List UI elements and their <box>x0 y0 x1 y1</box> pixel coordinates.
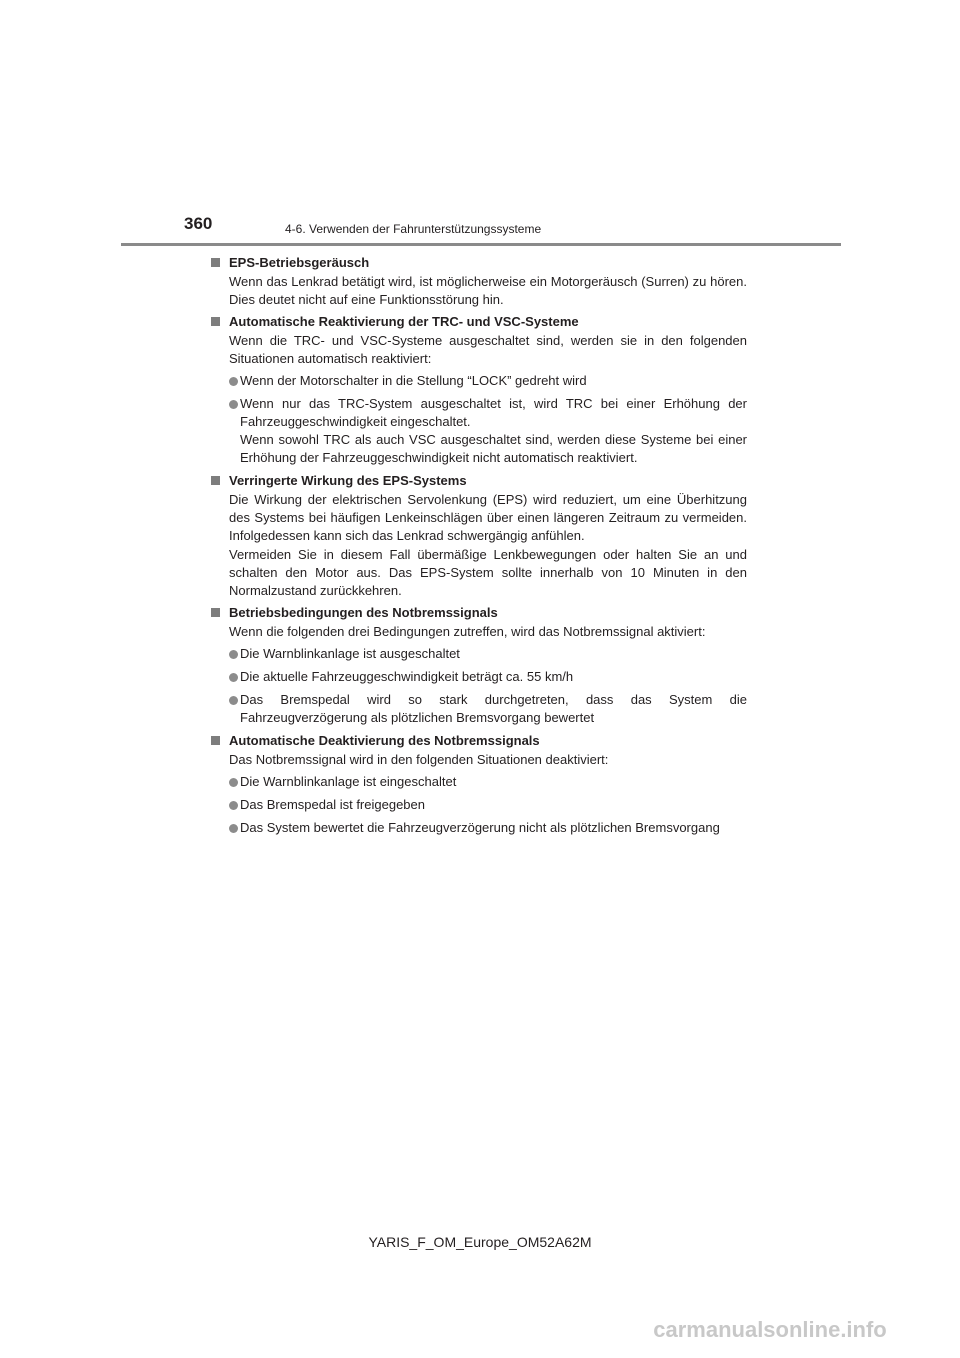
bullet-dot-icon <box>229 650 238 659</box>
list-item <box>229 691 747 727</box>
list-item <box>229 796 747 814</box>
list-item-text: Wenn nur das TRC-System ausgeschaltet ist, wird TRC bei einer Erhöhung der Fahrzeuggeschwindigkeit eingeschaltet. <box>240 396 747 429</box>
list-item <box>229 819 747 837</box>
watermark-logo <box>620 1316 920 1346</box>
svg-text:carmanualsonline.info: carmanualsonline.info <box>653 1317 887 1342</box>
paragraph: Das Notbremssignal wird in den folgenden Situationen deaktiviert: <box>229 752 609 767</box>
bullet-dot-icon <box>229 400 238 409</box>
section-square-icon <box>211 608 220 617</box>
paragraph: Wenn das Lenkrad betätigt wird, ist möglicherweise ein Motorgeräusch (Surren) zu hören. Dies deutet nicht auf eine Funktionsstörung hin. <box>229 274 747 307</box>
bullet-dot-icon <box>229 824 238 833</box>
section-emergency-brake-conditions <box>211 604 747 727</box>
section-title: EPS-Betriebsgeräusch <box>229 255 370 270</box>
bullet-dot-icon <box>229 801 238 810</box>
section-emergency-brake-deactivation <box>211 732 747 837</box>
chapter-title: 4-6. Verwenden der Fahrunterstützungssysteme <box>285 222 542 236</box>
bullet-dot-icon <box>229 377 238 386</box>
section-eps-reduced <box>211 472 747 600</box>
section-eps-noise <box>211 254 747 309</box>
list-item-text: Das System bewertet die Fahrzeugverzögerung nicht als plötzlichen Bremsvorgang <box>240 820 720 835</box>
list-item-text: Die Warnblinkanlage ist ausgeschaltet <box>240 646 460 661</box>
bullet-dot-icon <box>229 673 238 682</box>
page-header <box>184 214 824 244</box>
section-title: Betriebsbedingungen des Notbremssignals <box>229 605 498 620</box>
section-square-icon <box>211 317 220 326</box>
paragraph: Wenn die folgenden drei Bedingungen zutreffen, wird das Notbremssignal aktiviert: <box>229 624 706 639</box>
section-trc-vsc-reactivation <box>211 313 747 467</box>
section-title: Verringerte Wirkung des EPS-Systems <box>229 473 467 488</box>
header-divider <box>121 243 841 246</box>
bullet-dot-icon <box>229 696 238 705</box>
list-item <box>229 773 747 791</box>
list-item-text: Wenn der Motorschalter in die Stellung “LOCK” gedreht wird <box>240 373 587 388</box>
list-item-text: Die Warnblinkanlage ist eingeschaltet <box>240 774 457 789</box>
section-title: Automatische Deaktivierung des Notbremssignals <box>229 733 540 748</box>
paragraph: Wenn die TRC- und VSC-Systeme ausgeschaltet sind, werden sie in den folgenden Situationen automatisch reaktiviert: <box>229 333 747 366</box>
list-item-text: Das Bremspedal ist freigegeben <box>240 797 425 812</box>
list-item <box>229 395 747 467</box>
list-item-text: Das Bremspedal wird so stark durchgetreten, dass das System die Fahrzeugverzögerung als plötzlichen Bremsvorgang bewertet <box>240 692 747 725</box>
document-code: YARIS_F_OM_Europe_OM52A62M <box>368 1234 592 1250</box>
list-item <box>229 668 747 686</box>
list-item-text-continued: Wenn sowohl TRC als auch VSC ausgeschaltet sind, werden diese Systeme bei einer Erhöhung der Fahrzeuggeschwindigkeit nicht automatisch reaktiviert. <box>240 432 747 465</box>
section-square-icon <box>211 258 220 267</box>
section-square-icon <box>211 476 220 485</box>
paragraph: Die Wirkung der elektrischen Servolenkung (EPS) wird reduziert, um eine Überhitzung des Systems bei häufigen Lenkeinschlägen über einen längeren Zeitraum zu vermeiden. Infolgedessen kann sich das Lenkrad schwergängig anfühlen. <box>229 492 747 543</box>
section-title: Automatische Reaktivierung der TRC- und VSC-Systeme <box>229 314 579 329</box>
section-square-icon <box>211 736 220 745</box>
list-item-text: Die aktuelle Fahrzeuggeschwindigkeit beträgt ca. 55 km/h <box>240 669 574 684</box>
page-number: 360 <box>184 214 213 233</box>
page-content <box>211 254 747 842</box>
list-item <box>229 645 747 663</box>
paragraph: Vermeiden Sie in diesem Fall übermäßige Lenkbewegungen oder halten Sie an und schalten den Motor aus. Das EPS-System sollte innerhalb von 10 Minuten in den Normalzustand zurückkehren. <box>229 547 747 598</box>
bullet-dot-icon <box>229 778 238 787</box>
list-item <box>229 372 747 390</box>
